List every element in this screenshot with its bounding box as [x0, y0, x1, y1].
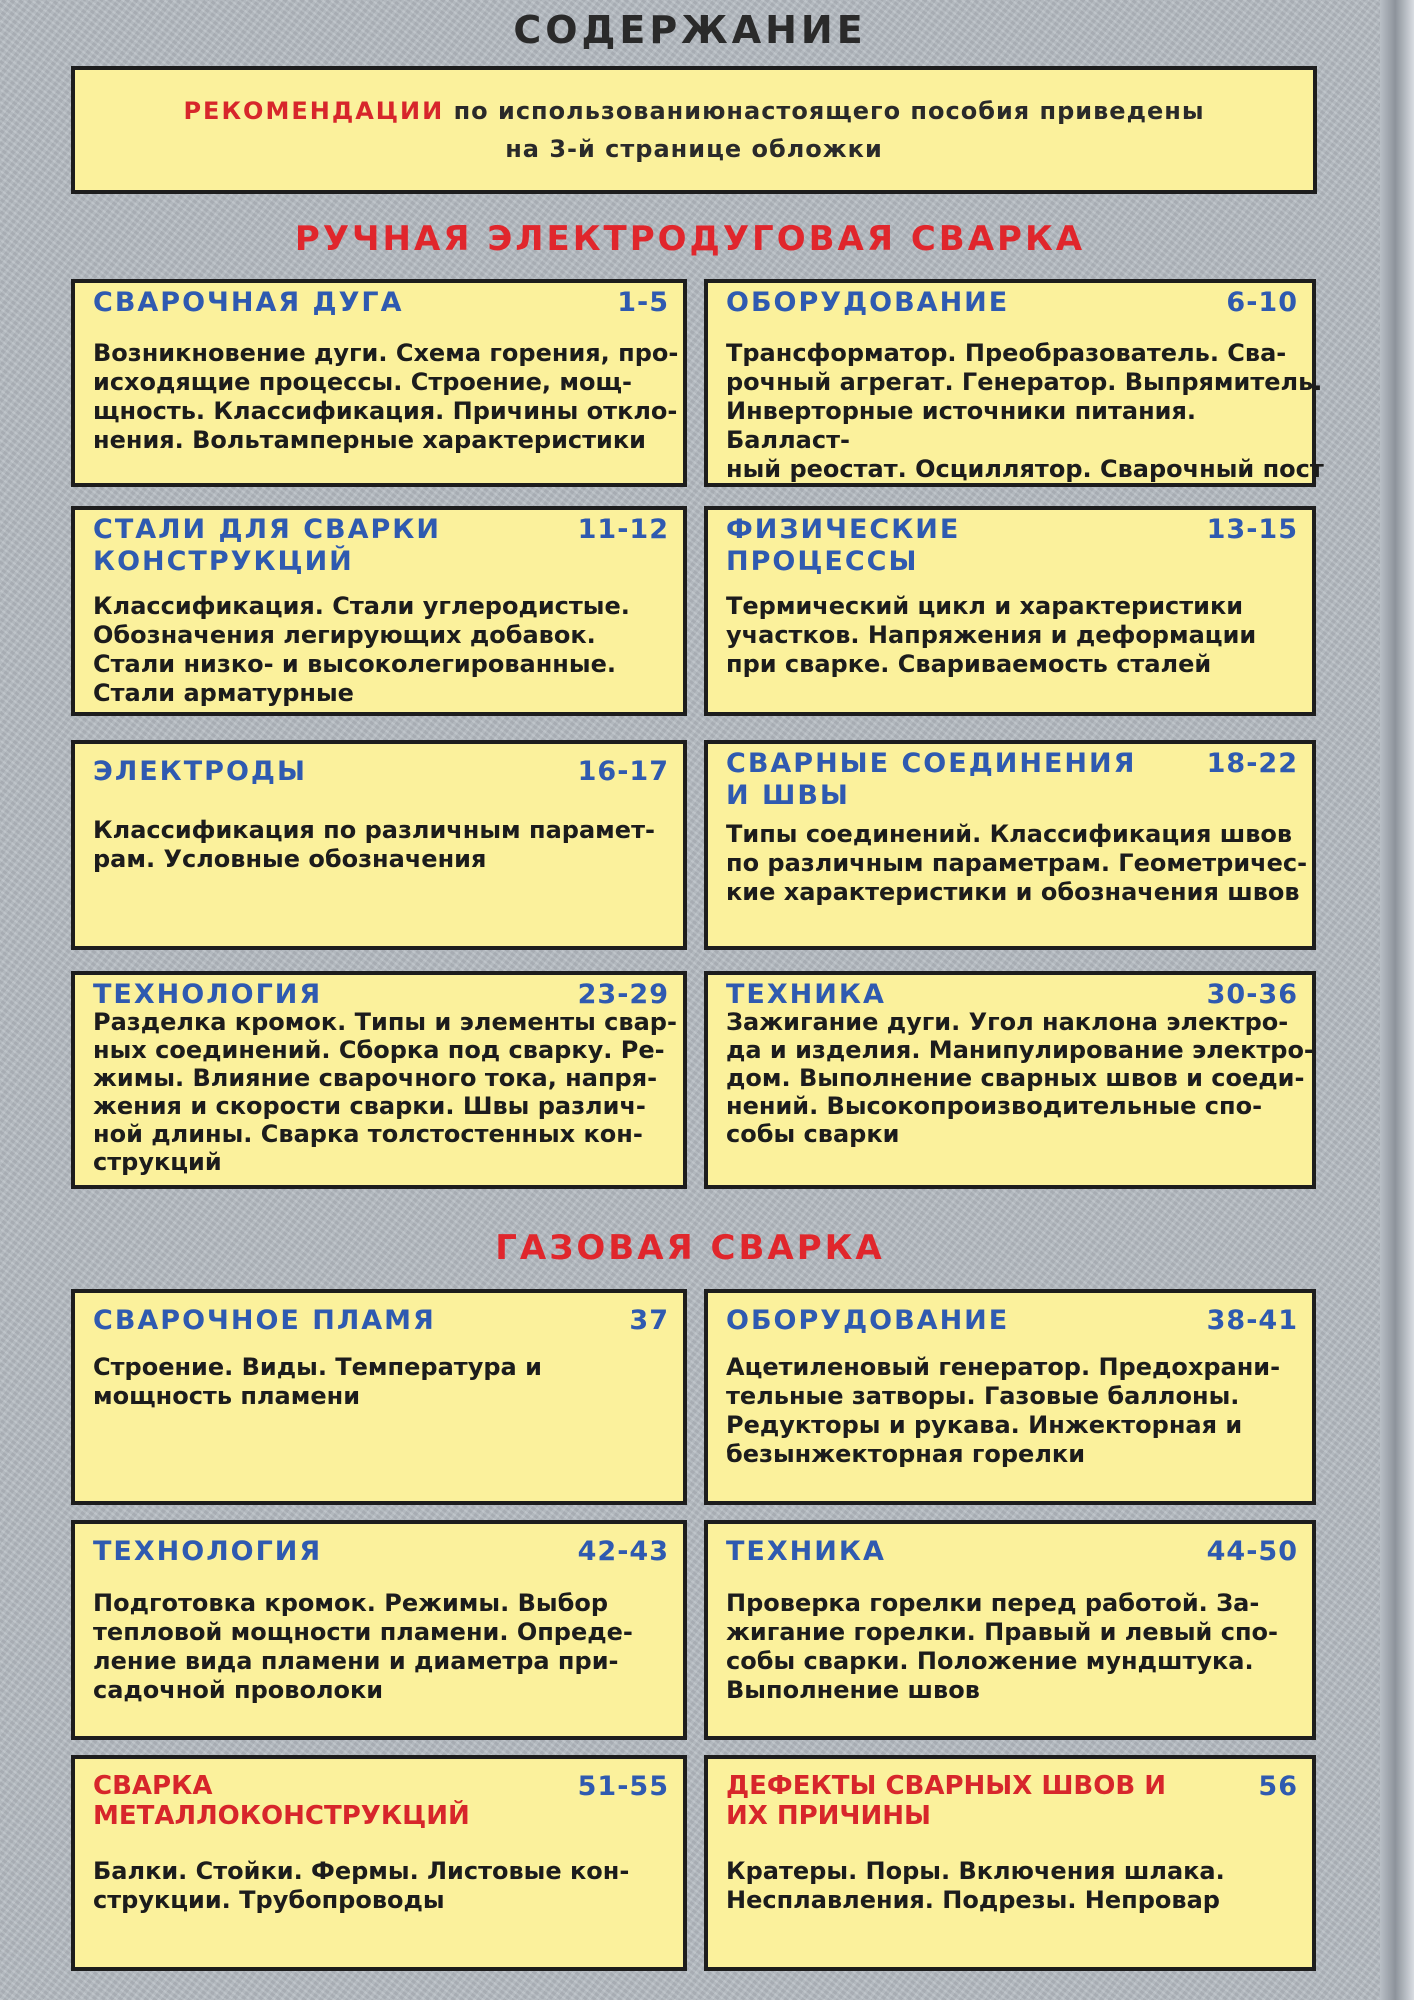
body-line: жимы. Влияние сварочного тока, напря- — [93, 1064, 658, 1092]
body-line: кие характеристики и обозначения швов — [726, 878, 1300, 906]
body-line: жения и скорости сварки. Швы различ- — [93, 1092, 646, 1120]
card-title: ТЕХНОЛОГИЯ — [93, 1536, 323, 1567]
body-line: собы сварки — [726, 1120, 900, 1148]
body-line: садочной проволоки — [93, 1676, 384, 1704]
toc-card[interactable] — [71, 971, 687, 1189]
body-line: дом. Выполнение сварных швов и соеди- — [726, 1064, 1305, 1092]
body-line: Стали низко- и высоколегированные. — [93, 650, 616, 678]
card-title: ОБОРУДОВАНИЕ — [726, 1305, 1010, 1336]
toc-card[interactable] — [71, 279, 687, 487]
body-line: собы сварки. Положение мундштука. — [726, 1647, 1254, 1675]
recommendation-box — [71, 66, 1317, 194]
body-line: Классификация по различным парамет- — [93, 816, 655, 844]
card-pages: 11-12 — [577, 514, 669, 545]
body-line: Термический цикл и характеристики — [726, 592, 1244, 620]
card-pages: 51-55 — [577, 1771, 669, 1802]
book-spine — [1380, 0, 1414, 2000]
body-line: щность. Классификация. Причины откло- — [93, 397, 678, 425]
body-line: Проверка горелки перед работой. За- — [726, 1589, 1260, 1617]
card-body — [726, 1008, 1326, 1148]
body-line: ных соединений. Сборка под сварку. Ре- — [93, 1036, 665, 1064]
section-heading-gas: ГАЗОВАЯ СВАРКА — [495, 1228, 885, 1268]
recommendation-line1: по использованиюнастоящего пособия приведены — [444, 97, 1205, 125]
body-line: мощность пламени — [93, 1382, 361, 1410]
body-line: Классификация. Стали углеродистые. — [93, 592, 630, 620]
body-line: да и изделия. Манипулирование электро- — [726, 1036, 1314, 1064]
recommendation-accent: РЕКОМЕНДАЦИИ — [183, 97, 445, 125]
card-pages: 42-43 — [577, 1536, 669, 1567]
body-line: Возникновение дуги. Схема горения, про- — [93, 339, 679, 367]
card-title: СВАРНЫЕ СОЕДИНЕНИЯ И ШВЫ — [726, 748, 1137, 811]
toc-card[interactable] — [71, 1520, 687, 1740]
card-title: ФИЗИЧЕСКИЕ ПРОЦЕССЫ — [726, 514, 961, 577]
card-body — [93, 592, 693, 708]
toc-card[interactable] — [704, 1520, 1316, 1740]
body-line: при сварке. Свариваемость сталей — [726, 650, 1212, 678]
card-pages: 6-10 — [1226, 287, 1298, 318]
body-line: Редукторы и рукава. Инжекторная и — [726, 1411, 1243, 1439]
body-line: ление вида пламени и диаметра при- — [93, 1647, 619, 1675]
body-line: Разделка кромок. Типы и элементы свар- — [93, 1008, 677, 1036]
card-body — [93, 816, 693, 874]
card-body — [726, 820, 1326, 907]
body-line: Подготовка кромок. Режимы. Выбор — [93, 1589, 609, 1617]
body-line: Стали арматурные — [93, 679, 354, 707]
card-title: СВАРКА МЕТАЛЛОКОНСТРУКЦИЙ — [93, 1771, 470, 1831]
card-body — [93, 1589, 693, 1705]
body-line: струкций — [93, 1148, 222, 1176]
recommendation-line2: на 3-й странице обложки — [505, 135, 883, 163]
body-line: Инверторные источники питания. Балласт- — [726, 397, 1197, 454]
card-body — [93, 1857, 693, 1915]
card-pages: 44-50 — [1206, 1536, 1298, 1567]
body-line: Кратеры. Поры. Включения шлака. — [726, 1857, 1225, 1885]
card-body — [93, 1008, 693, 1176]
body-line: рочный агрегат. Генератор. Выпрямитель. — [726, 368, 1323, 396]
card-pages: 37 — [629, 1305, 669, 1336]
body-line: Балки. Стойки. Фермы. Листовые кон- — [93, 1857, 630, 1885]
card-body — [726, 339, 1326, 484]
body-line: Типы соединений. Классификация швов — [726, 820, 1293, 848]
toc-card[interactable] — [71, 506, 687, 716]
body-line: жигание горелки. Правый и левый спо- — [726, 1618, 1278, 1646]
body-line: безынжекторная горелки — [726, 1440, 1086, 1468]
toc-card[interactable] — [71, 740, 687, 950]
card-title: ОБОРУДОВАНИЕ — [726, 287, 1010, 318]
card-title: СТАЛИ ДЛЯ СВАРКИ КОНСТРУКЦИЙ — [93, 514, 441, 577]
recommendation-text — [75, 92, 1313, 168]
card-pages: 1-5 — [617, 287, 669, 318]
card-title: ДЕФЕКТЫ СВАРНЫХ ШВОВ И ИХ ПРИЧИНЫ — [726, 1771, 1166, 1831]
body-line: Выполнение швов — [726, 1676, 980, 1704]
body-line: ной длины. Сварка толстостенных кон- — [93, 1120, 643, 1148]
body-line: Обозначения легирующих добавок. — [93, 621, 596, 649]
body-line: Трансформатор. Преобразователь. Сва- — [726, 339, 1287, 367]
body-line: участков. Напряжения и деформации — [726, 621, 1257, 649]
card-title: ЭЛЕКТРОДЫ — [93, 756, 307, 787]
card-body — [93, 1353, 693, 1411]
toc-card[interactable] — [704, 506, 1316, 716]
toc-card[interactable] — [71, 1289, 687, 1505]
body-line: ный реостат. Осциллятор. Сварочный пост — [726, 455, 1324, 483]
body-line: нений. Высокопроизводительные спо- — [726, 1092, 1263, 1120]
card-pages: 56 — [1258, 1771, 1298, 1802]
body-line: по различным параметрам. Геометричес- — [726, 849, 1308, 877]
card-body — [726, 1353, 1326, 1469]
body-line: нения. Вольтамперные характеристики — [93, 426, 646, 454]
card-pages: 18-22 — [1206, 748, 1298, 779]
card-body — [726, 1589, 1326, 1705]
body-line: рам. Условные обозначения — [93, 845, 487, 873]
body-line: тепловой мощности пламени. Опреде- — [93, 1618, 633, 1646]
card-body — [726, 592, 1326, 679]
body-line: тельные затворы. Газовые баллоны. — [726, 1382, 1240, 1410]
card-pages: 23-29 — [577, 979, 669, 1010]
body-line: Зажигание дуги. Угол наклона электро- — [726, 1008, 1289, 1036]
card-pages: 16-17 — [577, 756, 669, 787]
body-line: струкции. Трубопроводы — [93, 1886, 445, 1914]
card-pages: 38-41 — [1206, 1305, 1298, 1336]
card-body — [726, 1857, 1326, 1915]
card-title: СВАРОЧНАЯ ДУГА — [93, 287, 404, 318]
section-heading-manual-arc: РУЧНАЯ ЭЛЕКТРОДУГОВАЯ СВАРКА — [294, 219, 1086, 259]
card-title: ТЕХНИКА — [726, 1536, 886, 1567]
page-title: СОДЕРЖАНИЕ — [513, 8, 867, 52]
card-body — [93, 339, 693, 455]
toc-card[interactable] — [71, 1755, 687, 1971]
body-line: Строение. Виды. Температура и — [93, 1353, 542, 1381]
card-pages: 13-15 — [1206, 514, 1298, 545]
body-line: исходящие процессы. Строение, мощ- — [93, 368, 632, 396]
body-line: Несплавления. Подрезы. Непровар — [726, 1886, 1220, 1914]
card-title: СВАРОЧНОЕ ПЛАМЯ — [93, 1305, 436, 1336]
card-title: ТЕХНИКА — [726, 979, 886, 1010]
body-line: Ацетиленовый генератор. Предохрани- — [726, 1353, 1281, 1381]
toc-card[interactable] — [704, 1755, 1316, 1971]
toc-card[interactable] — [704, 971, 1316, 1189]
card-pages: 30-36 — [1206, 979, 1298, 1010]
toc-card[interactable] — [704, 740, 1316, 950]
card-title: ТЕХНОЛОГИЯ — [93, 979, 323, 1010]
toc-card[interactable] — [704, 1289, 1316, 1505]
toc-card[interactable] — [704, 279, 1324, 487]
